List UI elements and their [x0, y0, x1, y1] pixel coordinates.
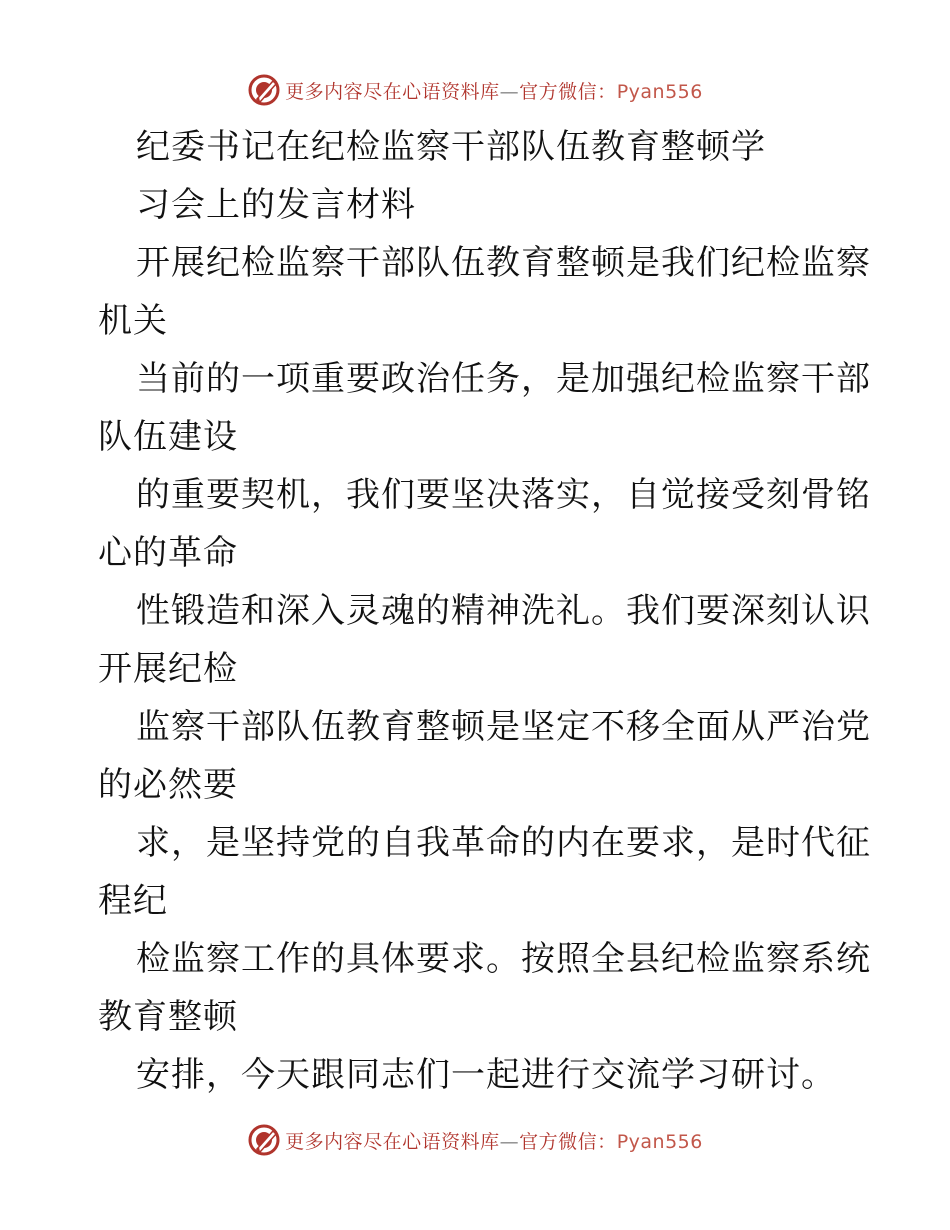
text-line: 监察干部队伍教育整顿是坚定不移全面从严治党 — [136, 707, 871, 747]
text-line: 开展纪检 — [98, 649, 238, 689]
text-line: 的必然要 — [98, 765, 238, 805]
watermark-id: Pyan556 — [616, 80, 703, 103]
text-line: 求，是坚持党的自我革命的内在要求，是时代征 — [136, 823, 871, 863]
text-line: 检监察工作的具体要求。按照全县纪检监察系统 — [136, 939, 871, 979]
text-line: 程纪 — [98, 881, 168, 921]
text-line: 的重要契机，我们要坚决落实，自觉接受刻骨铭 — [136, 475, 871, 515]
watermark-official: 官方微信： — [519, 1130, 617, 1153]
watermark-separator: — — [499, 80, 520, 103]
text-line: 心的革命 — [98, 533, 238, 573]
pen-logo-icon — [247, 73, 281, 107]
text-line: 队伍建设 — [98, 417, 238, 457]
watermark-separator: — — [499, 1130, 520, 1153]
watermark-text — [285, 1127, 703, 1154]
watermark-id: Pyan556 — [616, 1130, 703, 1153]
text-line: 机关 — [98, 301, 168, 341]
watermark-brand: 更多内容尽在心语资料库 — [285, 1130, 500, 1153]
document-body — [98, 118, 871, 1104]
pen-logo-icon — [247, 1123, 281, 1157]
watermark-official: 官方微信： — [519, 80, 617, 103]
footer-watermark — [0, 1120, 950, 1160]
text-line: 安排，今天跟同志们一起进行交流学习研讨。 — [136, 1055, 836, 1095]
text-line: 习会上的发言材料 — [136, 185, 416, 225]
text-line: 性锻造和深入灵魂的精神洗礼。我们要深刻认识 — [136, 591, 871, 631]
text-line: 开展纪检监察干部队伍教育整顿是我们纪检监察 — [136, 243, 871, 283]
text-line: 纪委书记在纪检监察干部队伍教育整顿学 — [136, 127, 766, 167]
watermark-text — [285, 77, 703, 104]
text-line: 教育整顿 — [98, 997, 238, 1037]
watermark-brand: 更多内容尽在心语资料库 — [285, 80, 500, 103]
text-line: 当前的一项重要政治任务，是加强纪检监察干部 — [136, 359, 871, 399]
header-watermark — [0, 70, 950, 110]
